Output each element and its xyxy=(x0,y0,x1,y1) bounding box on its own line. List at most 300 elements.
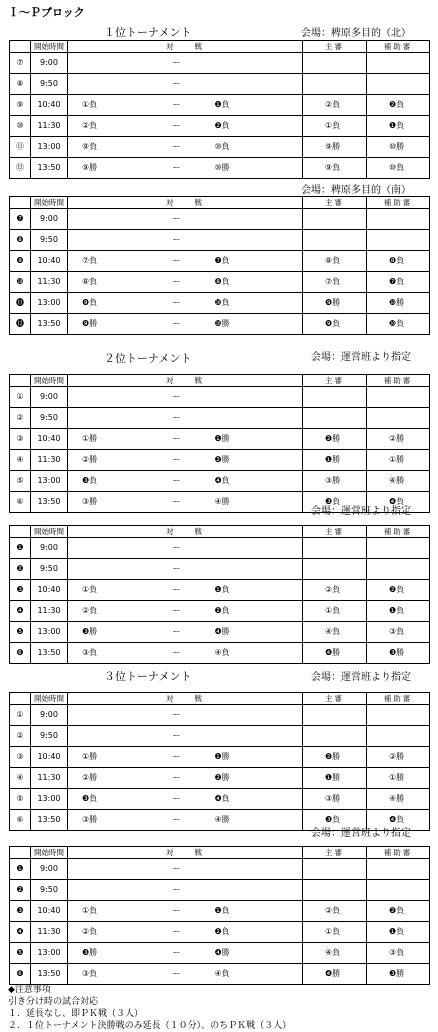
vs-mark: ー xyxy=(147,492,207,513)
referee xyxy=(303,408,367,429)
vs-mark: ー xyxy=(147,158,207,179)
header-row xyxy=(10,847,430,859)
vs-mark: ー xyxy=(147,901,207,922)
assistant-referee xyxy=(367,880,430,901)
referee xyxy=(303,880,367,901)
vs-mark: ー xyxy=(147,471,207,492)
header-assistant: 補助審 xyxy=(367,693,430,705)
match-number: ② xyxy=(10,408,31,429)
match-number: ⑩ xyxy=(10,116,31,137)
table-row xyxy=(10,538,430,559)
header-no-cell xyxy=(10,375,31,387)
header-referee: 主審 xyxy=(303,375,367,387)
home-team xyxy=(68,859,147,880)
assistant-referee xyxy=(367,705,430,726)
schedule-table xyxy=(9,692,430,831)
away-team: ❹勝 xyxy=(207,622,303,643)
vs-mark: ー xyxy=(147,272,207,293)
match-number: ⑦ xyxy=(10,53,31,74)
assistant-referee: ❶負 xyxy=(367,116,430,137)
table-row xyxy=(10,429,430,450)
assistant-referee: ❷負 xyxy=(367,901,430,922)
away-team: ④負 xyxy=(207,964,303,985)
start-time: 13:50 xyxy=(31,643,68,664)
table-row xyxy=(10,643,430,664)
match-number: ⑫ xyxy=(10,158,31,179)
away-team: ❷負 xyxy=(207,116,303,137)
vs-mark: ー xyxy=(147,387,207,408)
referee: ④負 xyxy=(303,622,367,643)
notes-line: １．延長なし、即ＰＫ戦（３人） xyxy=(8,1009,144,1019)
assistant-referee xyxy=(367,230,430,251)
referee: ⑧負 xyxy=(303,251,367,272)
table-row xyxy=(10,580,430,601)
away-team: ④勝 xyxy=(207,810,303,831)
match-number: ❻ xyxy=(10,964,31,985)
header-match: 対 戦 xyxy=(68,375,303,387)
header-no-cell xyxy=(10,693,31,705)
referee: ①負 xyxy=(303,601,367,622)
home-team: ②勝 xyxy=(68,768,147,789)
table-row xyxy=(10,137,430,158)
away-team: ❿勝 xyxy=(207,314,303,335)
home-team: ②負 xyxy=(68,922,147,943)
assistant-referee: ④勝 xyxy=(367,789,430,810)
assistant-referee xyxy=(367,559,430,580)
assistant-referee: ⑩勝 xyxy=(367,137,430,158)
vs-mark: ー xyxy=(147,810,207,831)
referee: ❶勝 xyxy=(303,768,367,789)
start-time: 9:50 xyxy=(31,408,68,429)
referee: ❶勝 xyxy=(303,450,367,471)
away-team: ⑩負 xyxy=(207,137,303,158)
assistant-referee: ②勝 xyxy=(367,429,430,450)
referee: ②負 xyxy=(303,901,367,922)
vs-mark: ー xyxy=(147,705,207,726)
match-number: ❷ xyxy=(10,880,31,901)
match-number: ⑤ xyxy=(10,789,31,810)
start-time: 13:50 xyxy=(31,314,68,335)
assistant-referee: ❼負 xyxy=(367,272,430,293)
table-row xyxy=(10,901,430,922)
vs-mark: ー xyxy=(147,429,207,450)
assistant-referee: ❹負 xyxy=(367,810,430,831)
header-assistant: 補助審 xyxy=(367,375,430,387)
assistant-referee xyxy=(367,74,430,95)
vs-mark: ー xyxy=(147,538,207,559)
away-team: ❶負 xyxy=(207,95,303,116)
vs-mark: ー xyxy=(147,768,207,789)
home-team xyxy=(68,53,147,74)
referee: ①負 xyxy=(303,922,367,943)
header-row xyxy=(10,693,430,705)
vs-mark: ー xyxy=(147,880,207,901)
match-number: ③ xyxy=(10,747,31,768)
notes-line: 引き分け時の試合対応 xyxy=(8,997,99,1007)
header-match: 対 戦 xyxy=(68,693,303,705)
assistant-referee: ❿勝 xyxy=(367,293,430,314)
home-team xyxy=(68,726,147,747)
match-number: ❾ xyxy=(10,251,31,272)
match-number: ❸ xyxy=(10,580,31,601)
vs-mark: ー xyxy=(147,789,207,810)
vs-mark: ー xyxy=(147,601,207,622)
notes-heading: ◆注意事項 xyxy=(8,985,51,995)
away-team xyxy=(207,408,303,429)
assistant-referee: ❹負 xyxy=(367,492,430,513)
home-team xyxy=(68,705,147,726)
header-assistant: 補助審 xyxy=(367,847,430,859)
home-team: ③負 xyxy=(68,643,147,664)
assistant-referee: ❶負 xyxy=(367,922,430,943)
vs-mark: ー xyxy=(147,408,207,429)
match-number: ❶ xyxy=(10,538,31,559)
referee: ⑨負 xyxy=(303,158,367,179)
referee: ③勝 xyxy=(303,789,367,810)
vs-mark: ー xyxy=(147,726,207,747)
table-row xyxy=(10,471,430,492)
match-number: ❷ xyxy=(10,559,31,580)
home-team xyxy=(68,74,147,95)
referee: ④負 xyxy=(303,943,367,964)
assistant-referee xyxy=(367,209,430,230)
away-team: ❶負 xyxy=(207,580,303,601)
table-row xyxy=(10,747,430,768)
assistant-referee: ②勝 xyxy=(367,747,430,768)
header-no-cell xyxy=(10,526,31,538)
away-team xyxy=(207,705,303,726)
vs-mark: ー xyxy=(147,230,207,251)
away-team xyxy=(207,74,303,95)
start-time: 13:00 xyxy=(31,293,68,314)
table-row xyxy=(10,768,430,789)
referee xyxy=(303,387,367,408)
home-team: ⑦負 xyxy=(68,251,147,272)
assistant-referee: ③負 xyxy=(367,622,430,643)
away-team xyxy=(207,538,303,559)
page-title: Ｉ～Ｐブロック xyxy=(8,6,85,19)
away-team xyxy=(207,559,303,580)
assistant-referee xyxy=(367,408,430,429)
home-team xyxy=(68,230,147,251)
schedule-table xyxy=(9,846,430,985)
header-assistant: 補助審 xyxy=(367,41,430,53)
match-number: ❹ xyxy=(10,601,31,622)
venue-label: 会場：運営班より指定 xyxy=(311,672,411,683)
home-team: ③勝 xyxy=(68,810,147,831)
match-number: ❻ xyxy=(10,643,31,664)
match-number: ⑨ xyxy=(10,95,31,116)
header-time: 開始時間 xyxy=(31,526,68,538)
start-time: 11:30 xyxy=(31,272,68,293)
away-team: ❼負 xyxy=(207,251,303,272)
away-team xyxy=(207,53,303,74)
referee: ❸負 xyxy=(303,810,367,831)
start-time: 9:00 xyxy=(31,705,68,726)
home-team: ⑨勝 xyxy=(68,158,147,179)
away-team xyxy=(207,209,303,230)
start-time: 13:50 xyxy=(31,158,68,179)
match-number: ❽ xyxy=(10,230,31,251)
away-team: ❷勝 xyxy=(207,450,303,471)
start-time: 13:50 xyxy=(31,492,68,513)
home-team: ②勝 xyxy=(68,450,147,471)
referee: ❷勝 xyxy=(303,747,367,768)
home-team: ①負 xyxy=(68,95,147,116)
referee: ❷勝 xyxy=(303,429,367,450)
home-team xyxy=(68,538,147,559)
start-time: 11:30 xyxy=(31,768,68,789)
referee: ⑦負 xyxy=(303,272,367,293)
home-team: ⑨負 xyxy=(68,137,147,158)
vs-mark: ー xyxy=(147,137,207,158)
table-row xyxy=(10,293,430,314)
away-team: ❹負 xyxy=(207,789,303,810)
table-row xyxy=(10,601,430,622)
match-number: ⓫ xyxy=(10,293,31,314)
vs-mark: ー xyxy=(147,314,207,335)
venue-label: 会場：稗原多目的（北） xyxy=(301,28,411,39)
table-row xyxy=(10,116,430,137)
home-team: ③負 xyxy=(68,964,147,985)
start-time: 10:40 xyxy=(31,251,68,272)
home-team: ①勝 xyxy=(68,429,147,450)
home-team: ①勝 xyxy=(68,747,147,768)
header-no-cell xyxy=(10,847,31,859)
vs-mark: ー xyxy=(147,964,207,985)
vs-mark: ー xyxy=(147,53,207,74)
header-match: 対 戦 xyxy=(68,197,303,209)
vs-mark: ー xyxy=(147,943,207,964)
vs-mark: ー xyxy=(147,747,207,768)
header-match: 対 戦 xyxy=(68,41,303,53)
header-referee: 主審 xyxy=(303,526,367,538)
match-number: ⑧ xyxy=(10,74,31,95)
table-row xyxy=(10,314,430,335)
referee: ②負 xyxy=(303,580,367,601)
table-row xyxy=(10,964,430,985)
start-time: 11:30 xyxy=(31,601,68,622)
header-assistant: 補助審 xyxy=(367,526,430,538)
referee xyxy=(303,209,367,230)
header-row xyxy=(10,526,430,538)
vs-mark: ー xyxy=(147,116,207,137)
start-time: 9:00 xyxy=(31,387,68,408)
away-team: ❷勝 xyxy=(207,768,303,789)
start-time: 9:50 xyxy=(31,559,68,580)
vs-mark: ー xyxy=(147,559,207,580)
start-time: 11:30 xyxy=(31,922,68,943)
start-time: 13:00 xyxy=(31,622,68,643)
schedule-table xyxy=(9,525,430,664)
assistant-referee xyxy=(367,859,430,880)
table-row xyxy=(10,705,430,726)
venue-label: 会場：運営班より指定 xyxy=(311,828,411,839)
referee: ❹勝 xyxy=(303,964,367,985)
schedule-table xyxy=(9,40,430,179)
referee: ❸負 xyxy=(303,492,367,513)
table-row xyxy=(10,789,430,810)
home-team: ❾負 xyxy=(68,293,147,314)
home-team: ③勝 xyxy=(68,492,147,513)
home-team: ❸負 xyxy=(68,789,147,810)
start-time: 13:50 xyxy=(31,964,68,985)
assistant-referee xyxy=(367,387,430,408)
home-team: ❸負 xyxy=(68,471,147,492)
match-number: ② xyxy=(10,726,31,747)
match-number: ❼ xyxy=(10,209,31,230)
assistant-referee: ⑩負 xyxy=(367,158,430,179)
away-team: ❶負 xyxy=(207,901,303,922)
assistant-referee xyxy=(367,538,430,559)
away-team: ❹勝 xyxy=(207,943,303,964)
start-time: 9:00 xyxy=(31,209,68,230)
away-team xyxy=(207,230,303,251)
assistant-referee: ❽負 xyxy=(367,251,430,272)
start-time: 9:00 xyxy=(31,53,68,74)
assistant-referee xyxy=(367,53,430,74)
header-row xyxy=(10,41,430,53)
match-number: ⑥ xyxy=(10,810,31,831)
table-row xyxy=(10,922,430,943)
referee xyxy=(303,726,367,747)
vs-mark: ー xyxy=(147,209,207,230)
referee xyxy=(303,859,367,880)
vs-mark: ー xyxy=(147,74,207,95)
away-team: ④勝 xyxy=(207,492,303,513)
header-no-cell xyxy=(10,41,31,53)
match-number: ❹ xyxy=(10,922,31,943)
table-row xyxy=(10,859,430,880)
table-row xyxy=(10,53,430,74)
referee: ⑨勝 xyxy=(303,137,367,158)
match-number: ⑤ xyxy=(10,471,31,492)
table-row xyxy=(10,726,430,747)
schedule-table xyxy=(9,374,430,513)
home-team xyxy=(68,559,147,580)
venue-label: 会場：稗原多目的（南） xyxy=(301,185,411,196)
referee: ❹勝 xyxy=(303,643,367,664)
away-team xyxy=(207,880,303,901)
start-time: 9:50 xyxy=(31,880,68,901)
referee xyxy=(303,559,367,580)
match-number: ① xyxy=(10,387,31,408)
vs-mark: ー xyxy=(147,293,207,314)
away-team xyxy=(207,726,303,747)
table-row xyxy=(10,450,430,471)
start-time: 13:00 xyxy=(31,137,68,158)
referee: ❾勝 xyxy=(303,293,367,314)
header-referee: 主審 xyxy=(303,693,367,705)
table-row xyxy=(10,272,430,293)
match-number: ❺ xyxy=(10,943,31,964)
header-time: 開始時間 xyxy=(31,847,68,859)
referee: ③勝 xyxy=(303,471,367,492)
away-team: ❿負 xyxy=(207,293,303,314)
start-time: 9:50 xyxy=(31,230,68,251)
assistant-referee xyxy=(367,726,430,747)
start-time: 13:00 xyxy=(31,789,68,810)
home-team: ①負 xyxy=(68,901,147,922)
assistant-referee: ①勝 xyxy=(367,768,430,789)
start-time: 11:30 xyxy=(31,116,68,137)
start-time: 10:40 xyxy=(31,747,68,768)
home-team: ①負 xyxy=(68,580,147,601)
assistant-referee: ❿負 xyxy=(367,314,430,335)
start-time: 10:40 xyxy=(31,429,68,450)
home-team: ⑧負 xyxy=(68,272,147,293)
match-number: ❿ xyxy=(10,272,31,293)
home-team xyxy=(68,880,147,901)
referee xyxy=(303,705,367,726)
away-team: ❶勝 xyxy=(207,747,303,768)
assistant-referee: ❷負 xyxy=(367,95,430,116)
match-number: ⑪ xyxy=(10,137,31,158)
away-team: ❷負 xyxy=(207,601,303,622)
start-time: 10:40 xyxy=(31,580,68,601)
header-no-cell xyxy=(10,197,31,209)
referee: ②負 xyxy=(303,95,367,116)
vs-mark: ー xyxy=(147,859,207,880)
vs-mark: ー xyxy=(147,95,207,116)
match-number: ④ xyxy=(10,768,31,789)
header-match: 対 戦 xyxy=(68,847,303,859)
start-time: 10:40 xyxy=(31,95,68,116)
home-team: ❸勝 xyxy=(68,943,147,964)
header-assistant: 補助審 xyxy=(367,197,430,209)
header-referee: 主審 xyxy=(303,197,367,209)
vs-mark: ー xyxy=(147,251,207,272)
away-team: ❶勝 xyxy=(207,429,303,450)
table-row xyxy=(10,943,430,964)
referee: ①負 xyxy=(303,116,367,137)
schedule-table xyxy=(9,196,430,335)
match-number: ⓬ xyxy=(10,314,31,335)
away-team: ④負 xyxy=(207,643,303,664)
home-team xyxy=(68,408,147,429)
vs-mark: ー xyxy=(147,922,207,943)
match-number: ⑥ xyxy=(10,492,31,513)
referee xyxy=(303,53,367,74)
assistant-referee: ❷負 xyxy=(367,580,430,601)
match-number: ❸ xyxy=(10,901,31,922)
assistant-referee: ③負 xyxy=(367,943,430,964)
home-team: ❸勝 xyxy=(68,622,147,643)
header-time: 開始時間 xyxy=(31,375,68,387)
away-team: ❽負 xyxy=(207,272,303,293)
vs-mark: ー xyxy=(147,643,207,664)
header-row xyxy=(10,197,430,209)
away-team xyxy=(207,859,303,880)
notes-line: ２．１位トーナメント決勝戦のみ延長（１０分）、のちＰＫ戦（３人） xyxy=(8,1021,292,1031)
table-row xyxy=(10,880,430,901)
home-team xyxy=(68,387,147,408)
start-time: 9:50 xyxy=(31,726,68,747)
header-time: 開始時間 xyxy=(31,693,68,705)
match-number: ① xyxy=(10,705,31,726)
header-referee: 主審 xyxy=(303,41,367,53)
table-row xyxy=(10,158,430,179)
notes xyxy=(8,984,291,1032)
away-team: ❹負 xyxy=(207,471,303,492)
vs-mark: ー xyxy=(147,450,207,471)
match-number: ③ xyxy=(10,429,31,450)
table-row xyxy=(10,251,430,272)
assistant-referee: ①勝 xyxy=(367,450,430,471)
referee xyxy=(303,538,367,559)
away-team xyxy=(207,387,303,408)
table-row xyxy=(10,230,430,251)
